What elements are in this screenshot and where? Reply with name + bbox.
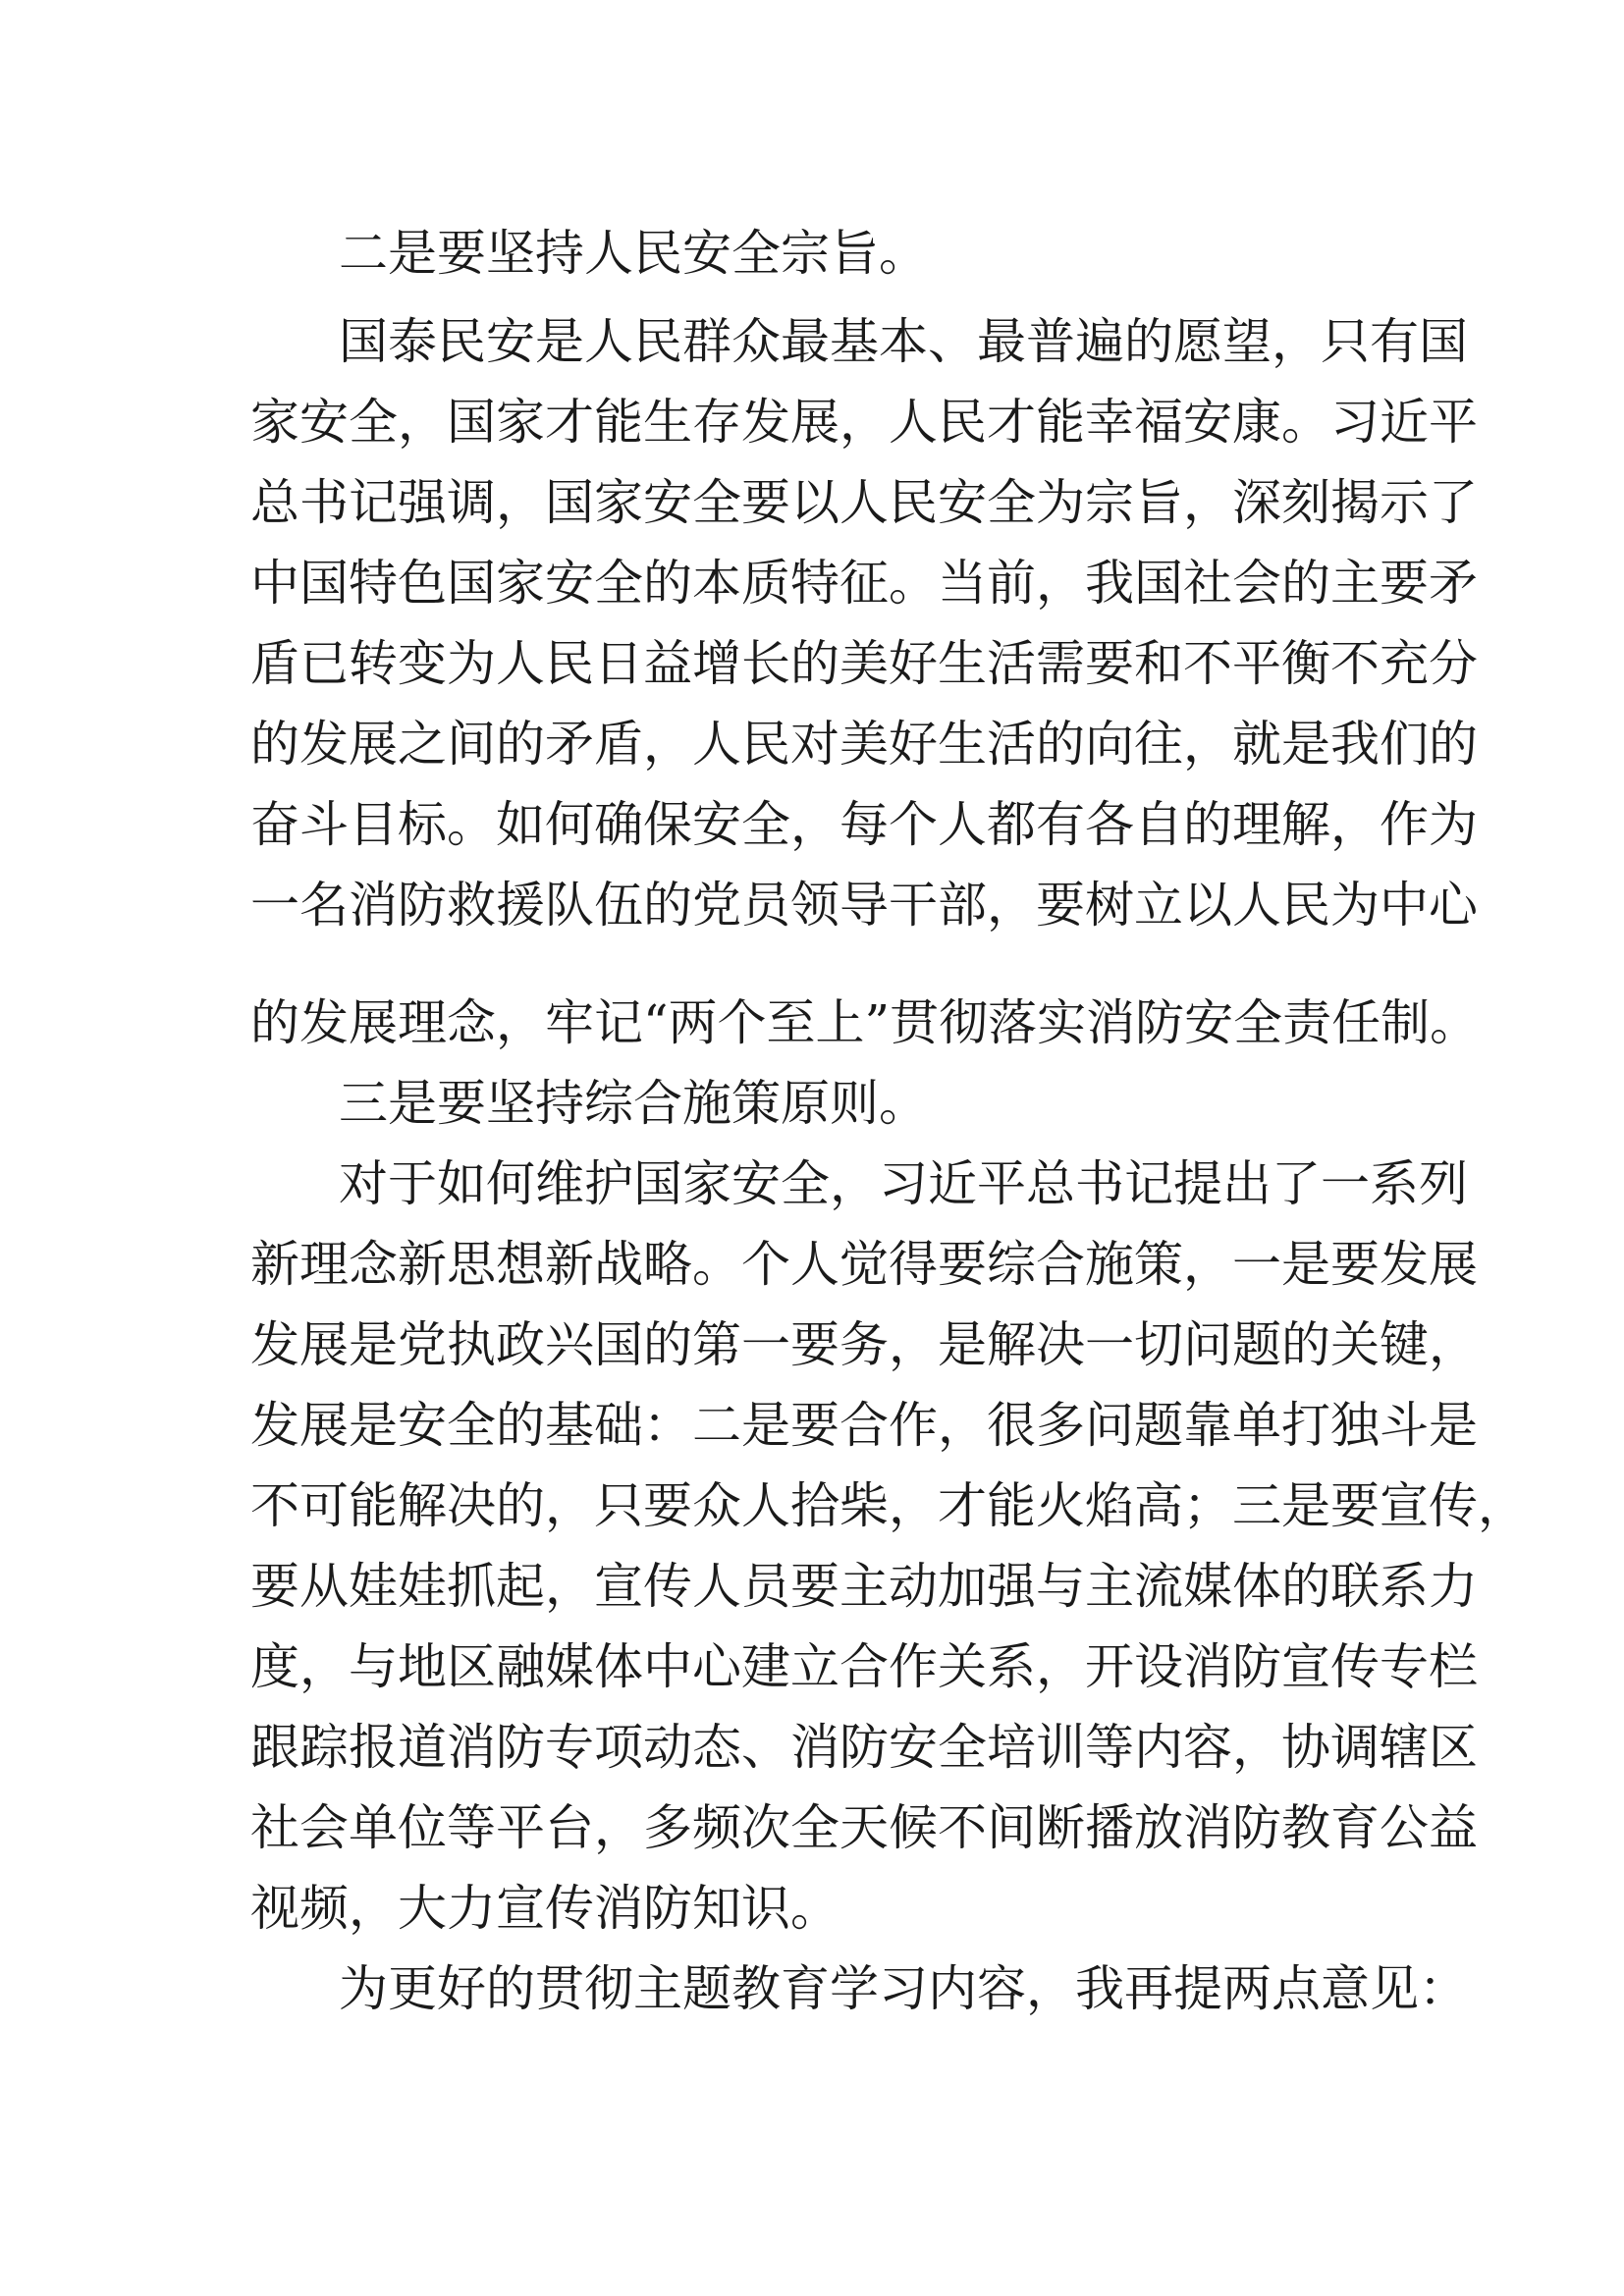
paragraph-line: 奋斗目标。如何确保安全，每个人都有各自的理解，作为	[250, 796, 1478, 853]
paragraph-line: 社会单位等平台，多频次全天候不间断播放消防教育公益	[250, 1799, 1478, 1856]
paragraph-line: 发展是党执政兴国的第一要务，是解决一切问题的关键，	[250, 1316, 1478, 1373]
paragraph-line: 为更好的贯彻主题教育学习内容，我再提两点意见：	[339, 1960, 1468, 2017]
paragraph-line: 中国特色国家安全的本质特征。当前，我国社会的主要矛	[250, 555, 1478, 612]
paragraph-line: 度，与地区融媒体中心建立合作关系，开设消防宣传专栏	[250, 1638, 1478, 1695]
paragraph-line: 跟踪报道消防专项动态、消防安全培训等内容，协调辖区	[250, 1719, 1478, 1776]
paragraph-line: 视频，大力宣传消防知识。	[250, 1880, 839, 1937]
heading-line: 三是要坚持综合施策原则。	[339, 1075, 928, 1132]
heading-line: 二是要坚持人民安全宗旨。	[339, 225, 928, 282]
paragraph-line: 新理念新思想新战略。个人觉得要综合施策，一是要发展	[250, 1236, 1478, 1293]
paragraph-line: 一名消防救援队伍的党员领导干部，要树立以人民为中心	[250, 877, 1478, 934]
paragraph-line: 对于如何维护国家安全，习近平总书记提出了一系列	[339, 1155, 1468, 1212]
paragraph-line: 国泰民安是人民群众最基本、最普遍的愿望，只有国	[339, 313, 1468, 370]
paragraph-line: 家安全，国家才能生存发展，人民才能幸福安康。习近平	[250, 394, 1478, 451]
paragraph-line: 总书记强调，国家安全要以人民安全为宗旨，深刻揭示了	[250, 474, 1478, 531]
paragraph-line: 发展是安全的基础：二是要合作，很多问题靠单打独斗是	[250, 1397, 1478, 1454]
paragraph-line: 不可能解决的，只要众人拾柴，才能火焰高；三是要宣传，	[250, 1477, 1527, 1534]
paragraph-line: 的发展之间的矛盾，人民对美好生活的向往，就是我们的	[250, 716, 1478, 773]
paragraph-line: 盾已转变为人民日益增长的美好生活需要和不平衡不充分	[250, 635, 1478, 692]
paragraph-line: 要从娃娃抓起，宣传人员要主动加强与主流媒体的联系力	[250, 1558, 1478, 1615]
paragraph-line: 的发展理念，牢记“两个至上”贯彻落实消防安全责任制。	[250, 994, 1480, 1051]
